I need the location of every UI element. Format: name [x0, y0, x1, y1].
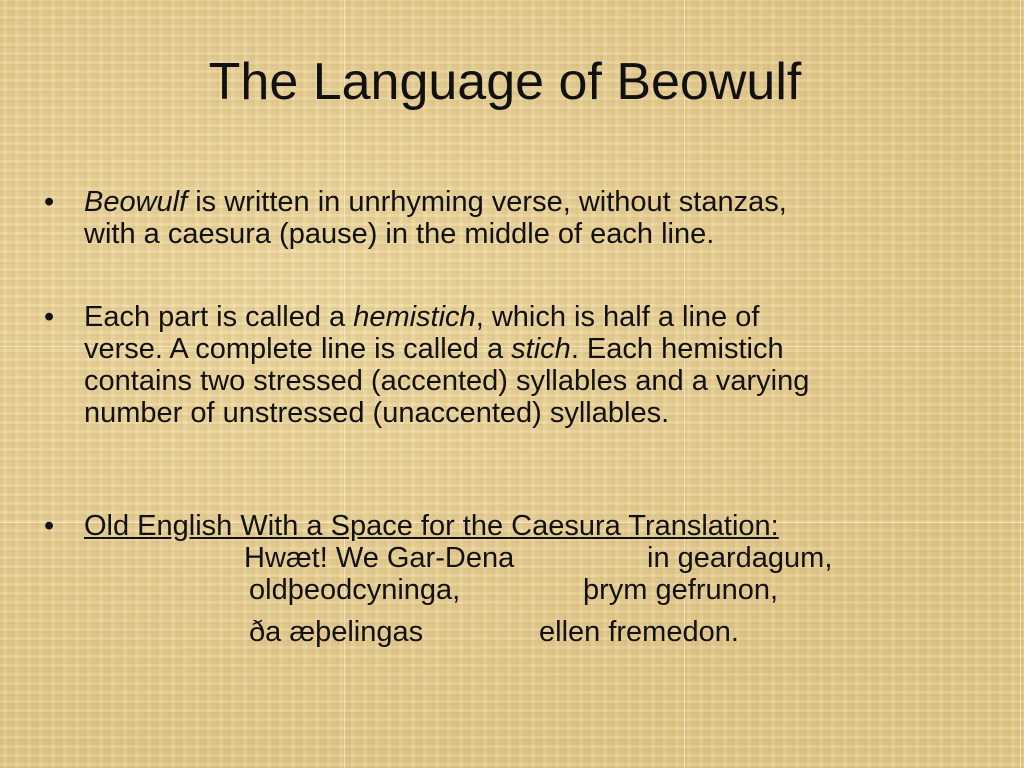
- bullet-marker: •: [44, 186, 55, 218]
- bullet-line: [84, 186, 964, 218]
- italic-term-stich: stich: [511, 333, 571, 365]
- verse-first-half: Hwæt! We Gar-Dena: [244, 542, 515, 574]
- verse-second-half: þrym gefrunon,: [583, 574, 779, 606]
- verse-first-half: oldþeodcyninga,: [249, 574, 461, 606]
- bullet-line: [84, 333, 964, 365]
- bullet-line: contains two stressed (accented) syllables and a varying: [84, 365, 810, 397]
- slide-content: [44, 186, 964, 648]
- bullet-text: verse. A complete line is called a: [84, 333, 512, 365]
- bullet-text: . Each hemistich: [570, 333, 784, 365]
- bullet-line: number of unstressed (unaccented) syllables.: [84, 397, 670, 429]
- bullet-marker: •: [44, 510, 55, 542]
- bullet-line: with a caesura (pause) in the middle of each line.: [84, 218, 715, 250]
- texture-seam: [1020, 0, 1021, 768]
- underlined-heading: Old English With a Space for the Caesura Translation:: [84, 510, 779, 542]
- verse-second-half: ellen fremedon.: [539, 616, 739, 648]
- verse-line-3: [84, 616, 964, 648]
- verse-line-2: [84, 574, 964, 606]
- slide-title: The Language of Beowulf: [208, 53, 802, 111]
- bullet-item-hemistich: [44, 301, 964, 429]
- bullet-line: [84, 301, 964, 333]
- bullet-item-old-english: [44, 510, 964, 648]
- verse-first-half: ða æþelingas: [249, 616, 424, 648]
- verse-second-half: in geardagum,: [647, 542, 833, 574]
- verse-heading: [84, 510, 964, 542]
- italic-term-hemistich: hemistich: [353, 301, 476, 333]
- italic-term-beowulf: Beowulf: [84, 186, 188, 218]
- bullet-text: , which is half a line of: [475, 301, 760, 333]
- verse-line-1: [84, 542, 964, 574]
- bullet-marker: •: [44, 301, 55, 333]
- bullet-item-written-in: [44, 186, 964, 250]
- bullet-text: Each part is called a: [84, 301, 354, 333]
- bullet-text: is written in unrhyming verse, without stanzas,: [187, 186, 787, 218]
